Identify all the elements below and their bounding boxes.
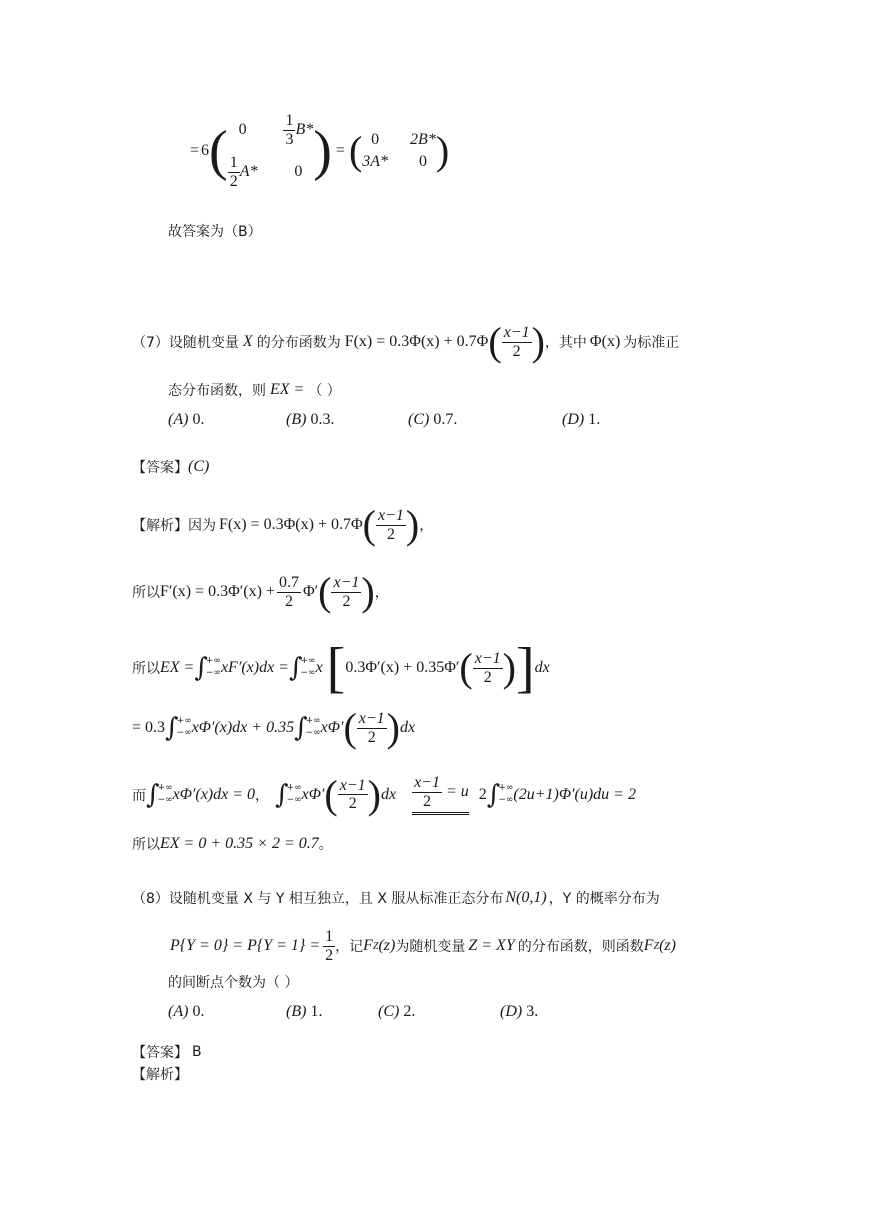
q7-option-a (168, 411, 204, 429)
left-paren: ( (348, 128, 363, 174)
frac-den: 2 (325, 946, 334, 964)
analysis-text: 所以 (132, 661, 160, 677)
equals-sign: = (190, 142, 200, 160)
limit-bottom: −∞ (498, 794, 514, 805)
stem-text: ，其中 (544, 335, 587, 351)
answer-label: 【答案】 (132, 1045, 188, 1061)
limit-bottom: −∞ (300, 668, 316, 678)
math-expr: N(0,1) (505, 889, 547, 906)
answer-value: (C) (188, 458, 210, 475)
math-expr: x (315, 659, 323, 676)
left-paren: ( (324, 771, 338, 817)
math-expr: xΦ′(x)dx + 0.35 (191, 719, 295, 736)
integral-sign: ∫ (194, 653, 208, 683)
left-paren: ( (488, 319, 502, 364)
frac-num: 0.7 (278, 573, 299, 591)
limit-top: +∞ (305, 716, 321, 727)
frac-den: 2 (284, 592, 293, 610)
right-paren: ) (531, 319, 545, 364)
analysis-label: 【解析】 (132, 518, 188, 534)
answer-value: B (192, 1044, 202, 1060)
stem-text: 设随机变量 (168, 335, 239, 351)
math-expr: xΦ′ (320, 719, 344, 736)
math-expr: F(x) = 0.3Φ(x) + 0.7Φ (219, 516, 363, 533)
option-value: 1. (310, 1003, 323, 1020)
stem-text: 的分布函数为 (256, 335, 341, 351)
math-expr: (z) (378, 937, 396, 955)
math-expr: (z) (659, 937, 676, 955)
frac-den: 2 (423, 792, 432, 810)
frac-num: x−1 (333, 573, 360, 591)
ex-expr: EX = (270, 381, 305, 398)
option-value: 2. (403, 1003, 416, 1020)
math-expr: (2u+1)Φ′(u)du = 2 (513, 785, 636, 803)
frac-den: 2 (386, 525, 395, 543)
math-expr: dx (400, 719, 416, 736)
q8-analysis-label: 【解析】 (132, 1067, 188, 1083)
math-sub: Z (372, 940, 379, 952)
coefficient: 6 (201, 142, 210, 160)
frac-den: 2 (512, 342, 521, 360)
option-label: (B) (286, 1003, 307, 1020)
math-expr: 0.3Φ′(x) + 0.35Φ′ (345, 659, 460, 676)
q8-answer (132, 1042, 202, 1062)
frac-den: 2 (483, 668, 492, 686)
limit-top: +∞ (176, 716, 192, 727)
matrix-cell: 0 (371, 131, 380, 149)
option-value: 0.7. (433, 411, 458, 428)
punct: ， (419, 518, 434, 534)
right-paren: ) (313, 120, 332, 183)
q7-analysis-step5 (132, 771, 636, 817)
analysis-text: 所以 (132, 837, 160, 853)
q8-option-a (168, 1003, 204, 1021)
q7-analysis-step4 (132, 705, 416, 750)
q7-analysis-step3 (132, 637, 550, 699)
question-number: （8） (132, 891, 169, 907)
q8-stem-line1 (132, 888, 660, 908)
math-expr: dx (534, 659, 550, 676)
math-expr: EX = 0 + 0.35 × 2 = 0.7 (160, 835, 319, 852)
option-value: 0.3. (310, 411, 335, 428)
option-label: (A) (168, 1003, 189, 1020)
right-paren: ) (405, 502, 420, 547)
limit-top: +∞ (286, 782, 302, 793)
integral-sign: ∫ (275, 779, 289, 810)
option-value: 0. (192, 1003, 205, 1020)
math-expr: = 0.3 (132, 719, 166, 736)
limit-bottom: −∞ (157, 794, 173, 805)
q7-analysis-final (132, 834, 333, 854)
q8-option-d (500, 1003, 538, 1021)
option-label: (C) (378, 1003, 400, 1020)
math-expr: EX = (160, 659, 195, 676)
math-expr: dx (380, 785, 397, 803)
matrix-cell: 0 (418, 153, 427, 171)
matrix-var: B* (295, 121, 314, 139)
q7-answer (132, 457, 209, 477)
matrix-two (362, 131, 436, 171)
matrix-cell: 3A* (362, 153, 389, 171)
option-label: (D) (500, 1003, 523, 1020)
limit-bottom: −∞ (205, 668, 221, 678)
frac-den: 2 (348, 795, 357, 813)
integral-sign: ∫ (294, 713, 308, 743)
frac-num: x−1 (358, 709, 385, 727)
math-expr: xΦ′ (301, 785, 325, 803)
math-expr: P{Y = 0} = P{Y = 1} = (170, 937, 321, 955)
integral-sign: ∫ (486, 779, 501, 810)
matrix-var: A* (239, 163, 258, 181)
left-paren: ( (209, 120, 228, 183)
frac-den: 2 (229, 172, 238, 190)
analysis-text: 因为 (188, 518, 216, 534)
frac-num: 1 (229, 154, 238, 172)
frac-den: 2 (342, 592, 351, 610)
matrix-cell: 0 (238, 121, 247, 139)
substitution (412, 774, 469, 815)
q8-option-c (378, 1003, 415, 1021)
q8-stem-line2 (170, 928, 676, 964)
math-expr: xΦ′(x)dx = 0 (172, 785, 256, 803)
frac-num: x−1 (503, 323, 530, 341)
stem-text: 为标准正 (623, 335, 680, 351)
q7-stem-line2 (168, 380, 341, 400)
right-paren: ) (502, 645, 516, 690)
stem-text: 设随机变量 X 与 Y 相互独立，且 X 服从标准正态分布 (168, 891, 504, 907)
q7-analysis-step2 (132, 569, 389, 614)
frac-num: x−1 (377, 506, 404, 524)
right-paren: ) (386, 705, 400, 750)
math-expr: = u (445, 783, 469, 801)
limit-bottom: −∞ (176, 728, 192, 738)
analysis-text: 而 (132, 787, 146, 804)
right-paren: ) (435, 128, 450, 174)
math-expr: F (363, 937, 373, 955)
frac-num: x−1 (339, 776, 366, 794)
limit-bottom: −∞ (305, 728, 321, 738)
option-value: 3. (526, 1003, 539, 1020)
q7-option-b (286, 411, 334, 429)
math-expr: F (643, 937, 654, 955)
matrix-cell: 2B* (410, 131, 436, 149)
conclusion-text: 故答案为（B） (168, 224, 262, 240)
equals-sign: = (335, 142, 345, 160)
math-expr: F′(x) = 0.3Φ′(x) + (160, 583, 275, 600)
stem-text: ，Y 的概率分布为 (548, 891, 660, 907)
answer-blank: （ ） (308, 383, 341, 399)
var-x: X (242, 333, 253, 350)
math-sub: Z (653, 940, 660, 952)
math-expr: Φ′ (302, 583, 319, 600)
frac-num: 1 (325, 928, 334, 945)
frac-num: x−1 (474, 649, 501, 667)
analysis-text: 所以 (132, 585, 160, 601)
left-paren: ( (459, 645, 473, 690)
punct: ， (255, 787, 270, 804)
stem-text: 的分布函数，则函数 (517, 939, 644, 956)
q7-analysis-step1 (132, 502, 434, 547)
q8-option-b (286, 1003, 322, 1021)
punct: ， (374, 585, 389, 601)
limit-top: +∞ (498, 782, 514, 793)
option-label: (A) (168, 411, 189, 428)
option-value: 0. (192, 411, 205, 428)
frac-num: x−1 (414, 774, 440, 791)
matrix-cell (228, 154, 258, 190)
q7-option-d (562, 411, 600, 429)
answer-label: 【答案】 (132, 460, 188, 476)
integral-sign: ∫ (288, 653, 303, 683)
right-paren: ) (367, 771, 381, 817)
limit-top: +∞ (205, 656, 221, 667)
option-label: (D) (562, 411, 585, 428)
question-number: （7） (132, 335, 169, 351)
right-paren: ) (361, 569, 375, 614)
limit-top: +∞ (300, 656, 316, 667)
limit-top: +∞ (157, 782, 173, 793)
matrix-cell (283, 112, 313, 148)
q8-stem-line3: 的间断点个数为（ ） (168, 975, 299, 991)
q7-option-c (408, 411, 457, 429)
punct: 。 (318, 837, 333, 853)
frac-den: 3 (285, 130, 294, 148)
integral-sign: ∫ (165, 713, 179, 743)
matrix-cell: 0 (294, 163, 303, 181)
phi-x: Φ(x) (589, 333, 621, 350)
stem-text: 为随机变量 (395, 939, 466, 956)
math-expr: 2 (478, 785, 487, 803)
matrix-equation (190, 112, 449, 190)
option-label: (C) (408, 411, 430, 428)
distribution-function: F(x) = 0.3Φ(x) + 0.7Φ (344, 333, 489, 350)
stem-text: ，记 (335, 939, 364, 956)
integral-sign: ∫ (146, 779, 160, 810)
option-value: 1. (588, 411, 601, 428)
option-label: (B) (286, 411, 307, 428)
right-bracket: ] (515, 637, 535, 699)
q7-stem-line1 (132, 319, 680, 364)
left-paren: ( (362, 502, 376, 547)
math-expr: Z = XY (468, 937, 515, 955)
math-expr: xF′(x)dx = (220, 659, 289, 676)
left-bracket: [ (326, 637, 346, 699)
frac-den: 2 (367, 728, 376, 746)
limit-bottom: −∞ (286, 794, 302, 805)
left-paren: ( (343, 705, 357, 750)
frac-num: 1 (285, 112, 294, 129)
matrix-one (228, 112, 314, 190)
left-paren: ( (318, 569, 332, 614)
stem-text: 态分布函数，则 (168, 383, 266, 399)
